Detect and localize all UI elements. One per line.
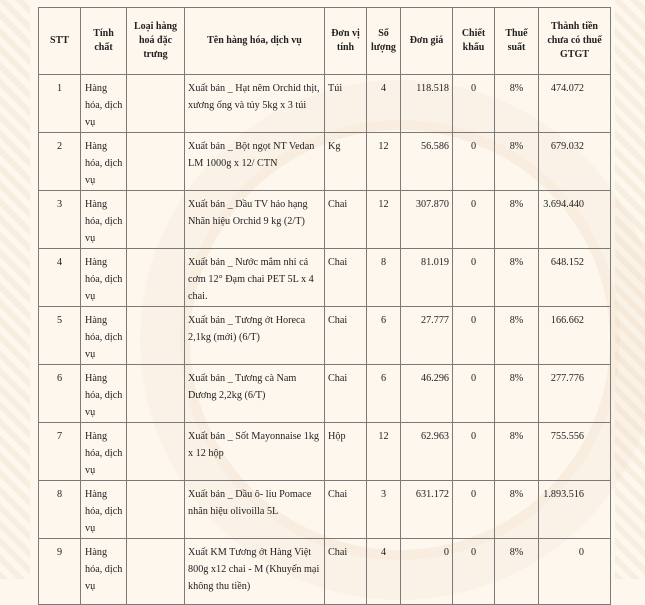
cell-stt: 8: [39, 481, 81, 539]
header-ten-hang: Tên hàng hóa, dịch vụ: [185, 8, 325, 75]
cell-don-vi: Chai: [325, 481, 367, 539]
table-row: [39, 307, 611, 365]
cell-thanh-tien: 648.152: [539, 249, 611, 307]
cell-ten-hang: Xuất bán _ Hạt nêm Orchid thịt, xương ống và tủy 5kg x 3 túi: [185, 75, 325, 133]
cell-ten-hang: Xuất bán _ Tương cà Nam Dương 2,2kg (6/T): [185, 365, 325, 423]
cell-so-luong: 12: [367, 191, 401, 249]
cell-don-vi: Chai: [325, 539, 367, 605]
cell-tinh-chat: Hàng hóa, dịch vụ: [81, 481, 127, 539]
cell-so-luong: 6: [367, 365, 401, 423]
cell-stt: 6: [39, 365, 81, 423]
cell-stt: 7: [39, 423, 81, 481]
cell-thanh-tien: 3.694.440: [539, 191, 611, 249]
cell-loai-hang: [127, 365, 185, 423]
cell-don-vi: Túi: [325, 75, 367, 133]
header-thue-suat: Thuế suất: [495, 8, 539, 75]
cell-don-gia: 307.870: [401, 191, 453, 249]
cell-chiet-khau: 0: [453, 191, 495, 249]
cell-thue-suat: 8%: [495, 133, 539, 191]
cell-stt: 2: [39, 133, 81, 191]
decorative-border-right: [615, 0, 645, 579]
cell-don-gia: 81.019: [401, 249, 453, 307]
cell-thue-suat: 8%: [495, 423, 539, 481]
cell-loai-hang: [127, 249, 185, 307]
header-so-luong: Số lượng: [367, 8, 401, 75]
cell-thue-suat: 8%: [495, 539, 539, 605]
cell-ten-hang: Xuất bán _ Bột ngọt NT Vedan LM 1000g x 12/ CTN: [185, 133, 325, 191]
header-thanh-tien: Thành tiền chưa có thuế GTGT: [539, 8, 611, 75]
cell-thue-suat: 8%: [495, 481, 539, 539]
cell-don-vi: Chai: [325, 249, 367, 307]
cell-so-luong: 4: [367, 75, 401, 133]
decorative-border-left: [0, 0, 30, 579]
cell-loai-hang: [127, 133, 185, 191]
cell-loai-hang: [127, 75, 185, 133]
cell-thanh-tien: 0: [539, 539, 611, 605]
cell-thanh-tien: 755.556: [539, 423, 611, 481]
cell-so-luong: 12: [367, 423, 401, 481]
cell-chiet-khau: 0: [453, 481, 495, 539]
header-tinh-chat: Tính chất: [81, 8, 127, 75]
cell-don-vi: Chai: [325, 365, 367, 423]
invoice-items-table: [38, 7, 611, 605]
cell-don-gia: 0: [401, 539, 453, 605]
header-chiet-khau: Chiết khấu: [453, 8, 495, 75]
cell-stt: 3: [39, 191, 81, 249]
cell-stt: 5: [39, 307, 81, 365]
cell-thue-suat: 8%: [495, 191, 539, 249]
cell-loai-hang: [127, 539, 185, 605]
cell-stt: 1: [39, 75, 81, 133]
cell-chiet-khau: 0: [453, 365, 495, 423]
cell-don-vi: Chai: [325, 191, 367, 249]
cell-loai-hang: [127, 307, 185, 365]
cell-ten-hang: Xuất bán _ Nước mắm nhỉ cá cơm 12° Đạm chai PET 5L x 4 chai.: [185, 249, 325, 307]
cell-thanh-tien: 277.776: [539, 365, 611, 423]
table-row: [39, 539, 611, 605]
cell-thue-suat: 8%: [495, 307, 539, 365]
cell-chiet-khau: 0: [453, 423, 495, 481]
table-row: [39, 191, 611, 249]
table-row: [39, 249, 611, 307]
cell-loai-hang: [127, 423, 185, 481]
cell-chiet-khau: 0: [453, 307, 495, 365]
table-row: [39, 423, 611, 481]
cell-loai-hang: [127, 191, 185, 249]
cell-don-gia: 62.963: [401, 423, 453, 481]
cell-so-luong: 3: [367, 481, 401, 539]
cell-loai-hang: [127, 481, 185, 539]
cell-don-gia: 631.172: [401, 481, 453, 539]
cell-tinh-chat: Hàng hóa, dịch vụ: [81, 249, 127, 307]
cell-thue-suat: 8%: [495, 75, 539, 133]
cell-thue-suat: 8%: [495, 365, 539, 423]
table-row: [39, 481, 611, 539]
cell-stt: 4: [39, 249, 81, 307]
header-don-gia: Đơn giá: [401, 8, 453, 75]
cell-don-vi: Chai: [325, 307, 367, 365]
cell-tinh-chat: Hàng hóa, dịch vụ: [81, 133, 127, 191]
cell-thanh-tien: 1.893.516: [539, 481, 611, 539]
cell-tinh-chat: Hàng hóa, dịch vụ: [81, 539, 127, 605]
cell-ten-hang: Xuất bán _ Dầu TV hảo hạng Nhãn hiệu Orchid 9 kg (2/T): [185, 191, 325, 249]
cell-chiet-khau: 0: [453, 75, 495, 133]
cell-so-luong: 8: [367, 249, 401, 307]
cell-don-gia: 118.518: [401, 75, 453, 133]
cell-don-vi: Hộp: [325, 423, 367, 481]
cell-chiet-khau: 0: [453, 249, 495, 307]
cell-don-gia: 46.296: [401, 365, 453, 423]
table-row: [39, 365, 611, 423]
header-don-vi: Đơn vị tính: [325, 8, 367, 75]
cell-ten-hang: Xuất bán _ Tương ớt Horeca 2,1kg (mới) (6/T): [185, 307, 325, 365]
cell-don-gia: 56.586: [401, 133, 453, 191]
cell-tinh-chat: Hàng hóa, dịch vụ: [81, 365, 127, 423]
cell-tinh-chat: Hàng hóa, dịch vụ: [81, 191, 127, 249]
cell-tinh-chat: Hàng hóa, dịch vụ: [81, 423, 127, 481]
cell-so-luong: 4: [367, 539, 401, 605]
cell-don-vi: Kg: [325, 133, 367, 191]
cell-so-luong: 6: [367, 307, 401, 365]
cell-don-gia: 27.777: [401, 307, 453, 365]
header-loai-hang: Loại hàng hoá đặc trưng: [127, 8, 185, 75]
table-row: [39, 133, 611, 191]
cell-tinh-chat: Hàng hóa, dịch vụ: [81, 75, 127, 133]
cell-ten-hang: Xuất bán _ Dầu ô- liu Pomace nhãn hiệu olivoilla 5L: [185, 481, 325, 539]
cell-so-luong: 12: [367, 133, 401, 191]
cell-tinh-chat: Hàng hóa, dịch vụ: [81, 307, 127, 365]
cell-chiet-khau: 0: [453, 133, 495, 191]
cell-thanh-tien: 679.032: [539, 133, 611, 191]
cell-ten-hang: Xuất KM Tương ớt Hàng Việt 800g x12 chai - M (Khuyến mại không thu tiền): [185, 539, 325, 605]
cell-stt: 9: [39, 539, 81, 605]
table-header-row: [39, 8, 611, 75]
cell-ten-hang: Xuất bán _ Sốt Mayonnaise 1kg x 12 hộp: [185, 423, 325, 481]
cell-thanh-tien: 474.072: [539, 75, 611, 133]
cell-thue-suat: 8%: [495, 249, 539, 307]
header-stt: STT: [39, 8, 81, 75]
cell-thanh-tien: 166.662: [539, 307, 611, 365]
table-row: [39, 75, 611, 133]
cell-chiet-khau: 0: [453, 539, 495, 605]
